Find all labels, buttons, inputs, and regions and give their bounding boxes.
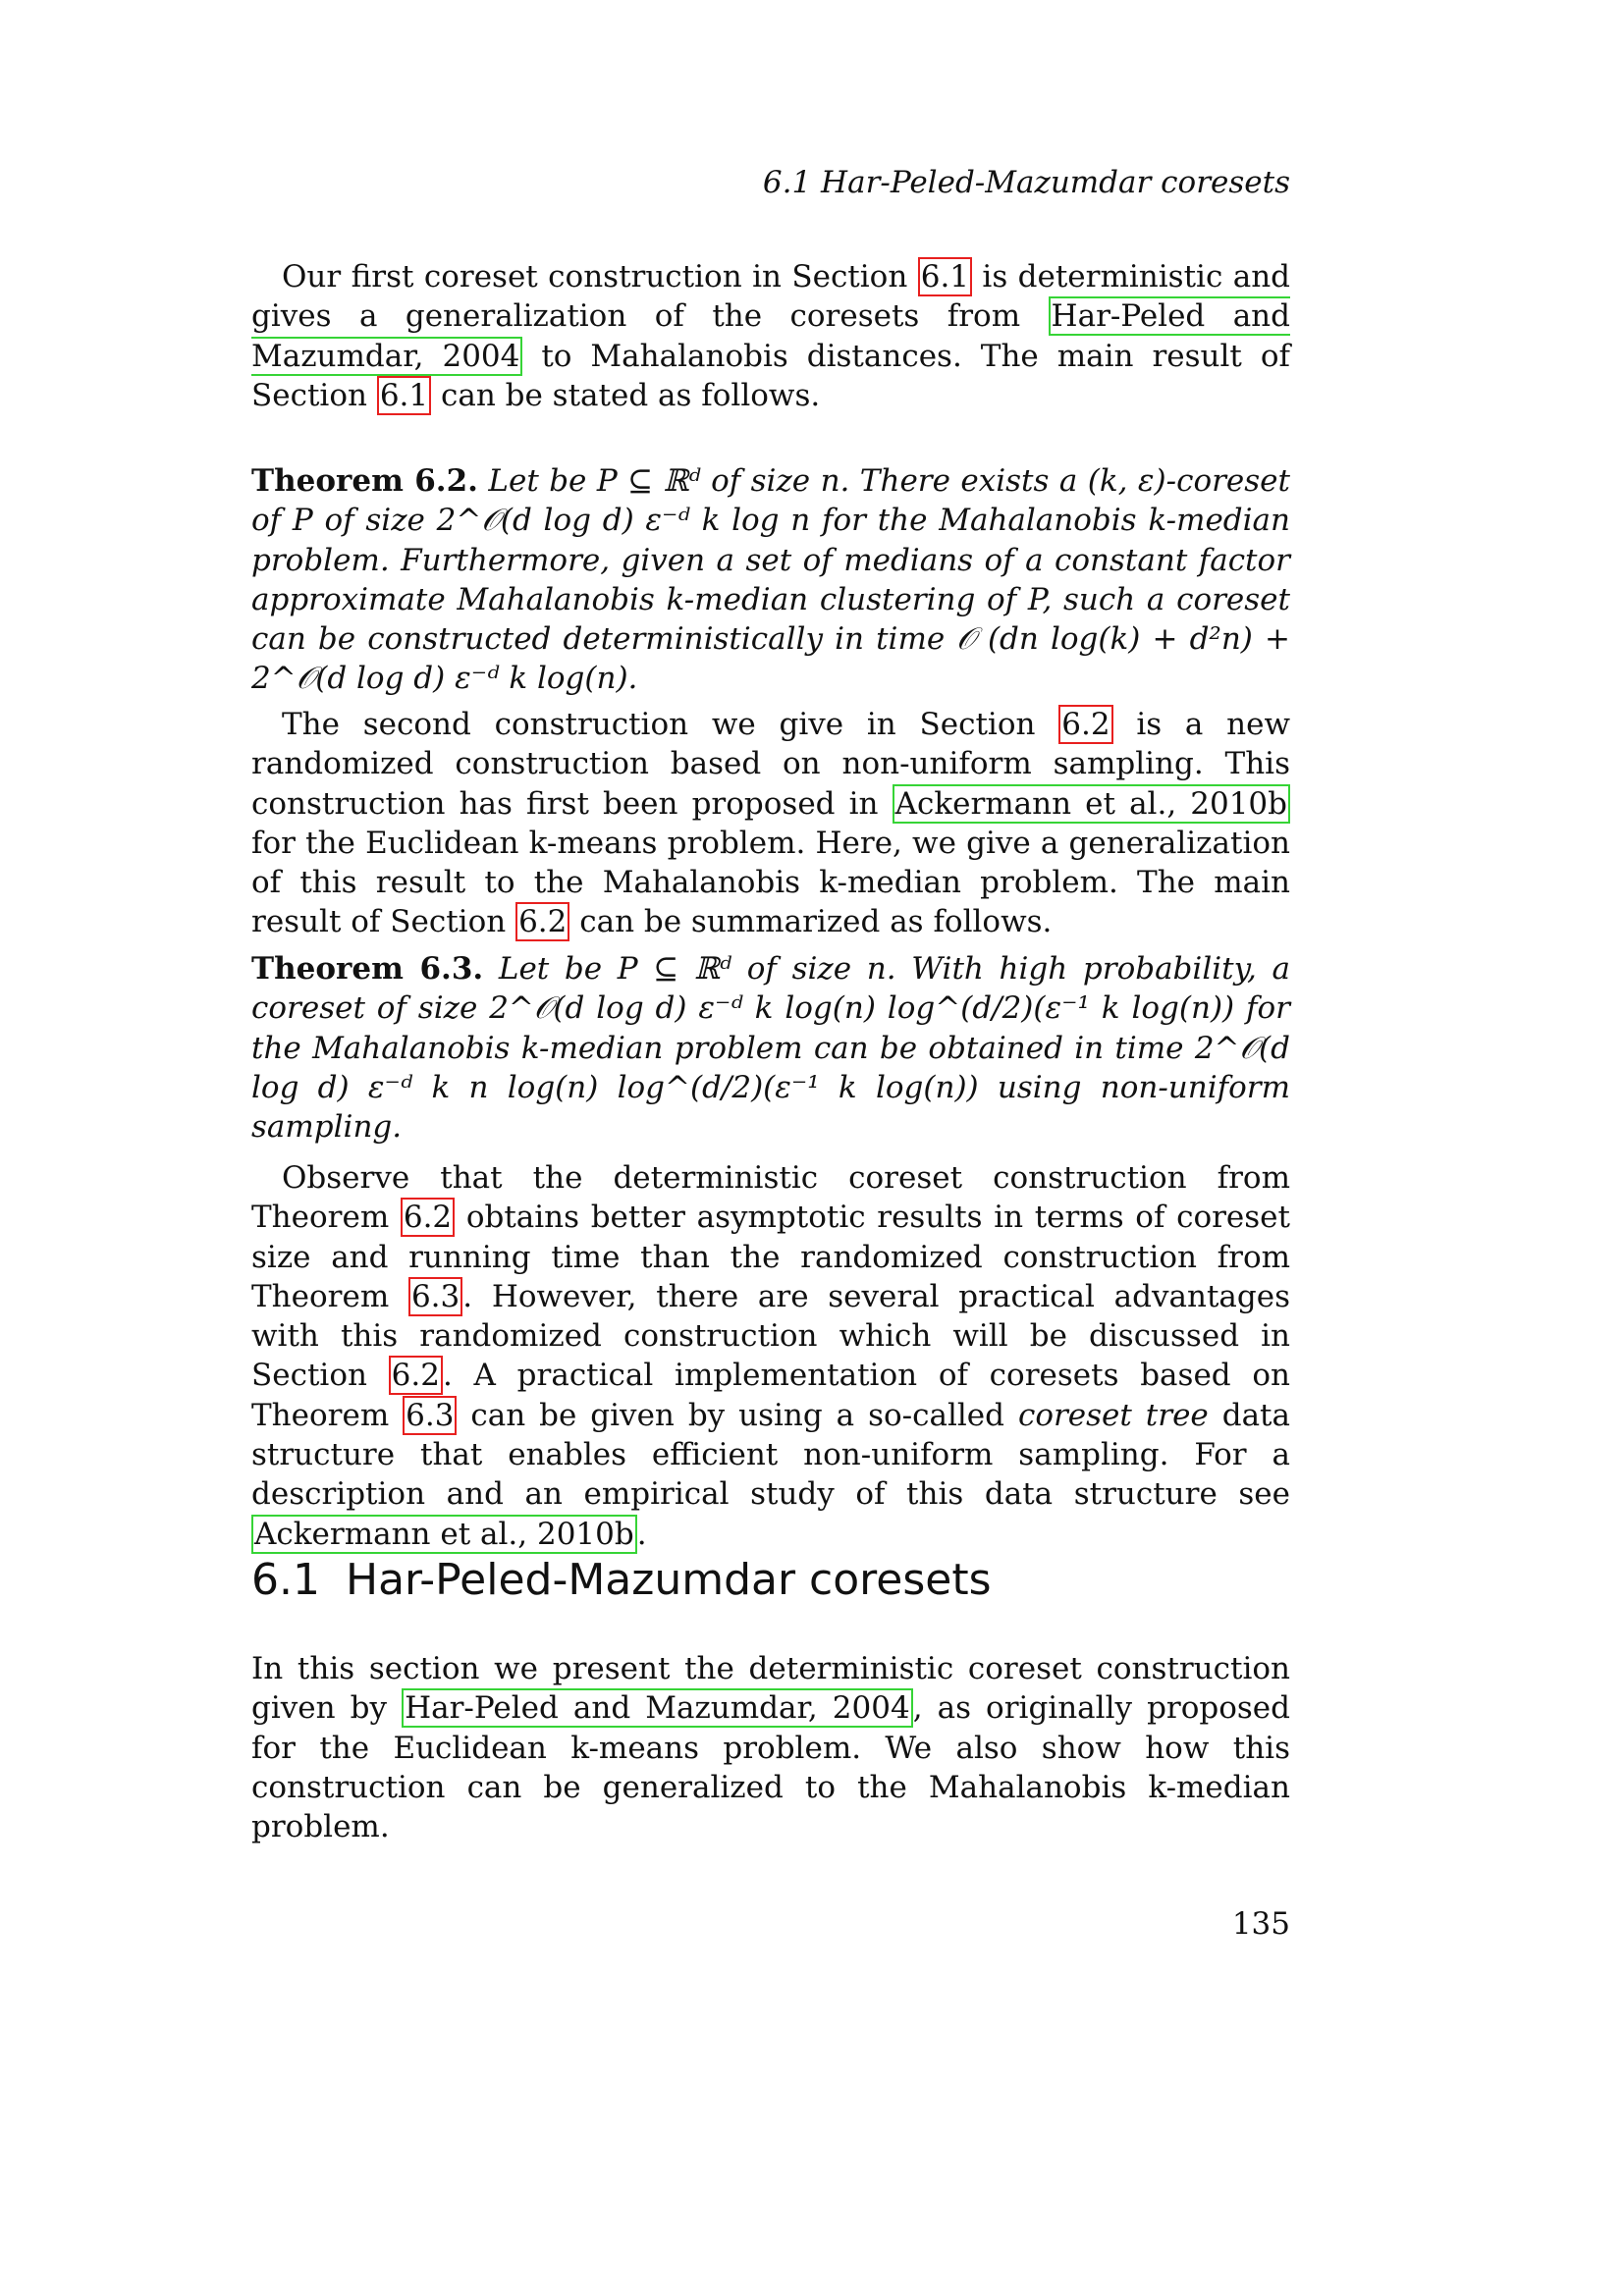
emphasis: coreset tree	[1017, 1397, 1209, 1433]
second-construction-paragraph: The second construction we give in Section 6.2 is a new randomized construction based on non-uniform sampling. This construction has first been proposed in Ackermann et al., 2010b for the Euclidean k-means problem. Here, we give a generalization of this result to the Mahalanobis k-median problem. The main result of Section 6.2 can be summarized as follows.	[251, 707, 1290, 940]
section-title: Har-Peled-Mazumdar coresets	[345, 1555, 992, 1605]
section-heading	[251, 1555, 992, 1605]
citation-link[interactable]: Ackermann et al., 2010b	[893, 784, 1290, 824]
theorem-label: Theorem 6.2.	[251, 463, 478, 499]
citation-link[interactable]: Ackermann et al., 2010b	[251, 1515, 637, 1554]
theorem-body: Let be P ⊆ ℝᵈ of size n. With high probability, a coreset of size 2^𝒪(d log d) ε⁻ᵈ k log(n) log^(d/2)(ε⁻¹ k log(n)) for the Mahalanobis k-median problem can be obtained in time 2^𝒪(d log d) ε⁻ᵈ k n log(n) log^(d/2)(ε⁻¹ k log(n)) using non-uniform sampling.	[251, 951, 1290, 1146]
section-ref-link[interactable]: 6.2	[1058, 705, 1112, 744]
comparison-paragraph: Observe that the deterministic coreset construction from Theorem 6.2 obtains better asymptotic results in terms of coreset size and running time than the randomized construction from Theorem 6.3. However, there are several practical advantages with this randomized construction which will be discussed in Section 6.2. A practical implementation of coresets based on Theorem 6.3 can be given by using a so-called coreset tree data structure that enables efficient non-uniform sampling. For a description and an empirical study of this data structure see Ackermann et al., 2010b.	[251, 1160, 1290, 1552]
theorem-6-3	[251, 949, 1290, 1147]
intro-paragraph: Our first coreset construction in Section 6.1 is deterministic and gives a generalization of the coresets from Har-Peled and Mazumdar, 2004 to Mahalanobis distances. The main result of Section 6.1 can be stated as follows.	[251, 259, 1290, 413]
theorem-6-2	[251, 461, 1290, 699]
theorem-label: Theorem 6.3.	[251, 951, 484, 987]
running-head: 6.1 Har-Peled-Mazumdar coresets	[762, 165, 1290, 200]
citation-link[interactable]: Har-Peled and Mazumdar, 2004	[402, 1688, 913, 1728]
section-ref-link[interactable]: 6.1	[377, 376, 431, 415]
section-ref-link[interactable]: 6.1	[918, 257, 972, 296]
theorem-ref-link[interactable]: 6.3	[408, 1277, 462, 1316]
theorem-body: Let be P ⊆ ℝᵈ of size n. There exists a (k, ε)-coreset of P of size 2^𝒪(d log d) ε⁻ᵈ k log n for the Mahalanobis k-median problem. Furthermore, given a set of medians of a constant factor approximate Mahalanobis k-median clustering of P, such a coreset can be constructed deterministically in time 𝒪 (dn log(k) + d²n) + 2^𝒪(d log d) ε⁻ᵈ k log(n).	[251, 463, 1290, 697]
theorem-ref-link[interactable]: 6.2	[401, 1198, 455, 1237]
page-number: 135	[1231, 1906, 1290, 1942]
theorem-ref-link[interactable]: 6.3	[403, 1396, 457, 1435]
section-ref-link[interactable]: 6.2	[389, 1356, 443, 1395]
section-number: 6.1	[251, 1555, 320, 1605]
citation-link[interactable]: Har-Peled and Mazumdar, 2004	[251, 298, 1290, 374]
section-ref-link[interactable]: 6.2	[515, 902, 569, 941]
section-intro-paragraph: In this section we present the deterministic coreset construction given by Har-Peled and Mazumdar, 2004, as originally proposed for the Euclidean k-means problem. We also show how this construction can be generalized to the Mahalanobis k-median problem.	[251, 1651, 1290, 1845]
